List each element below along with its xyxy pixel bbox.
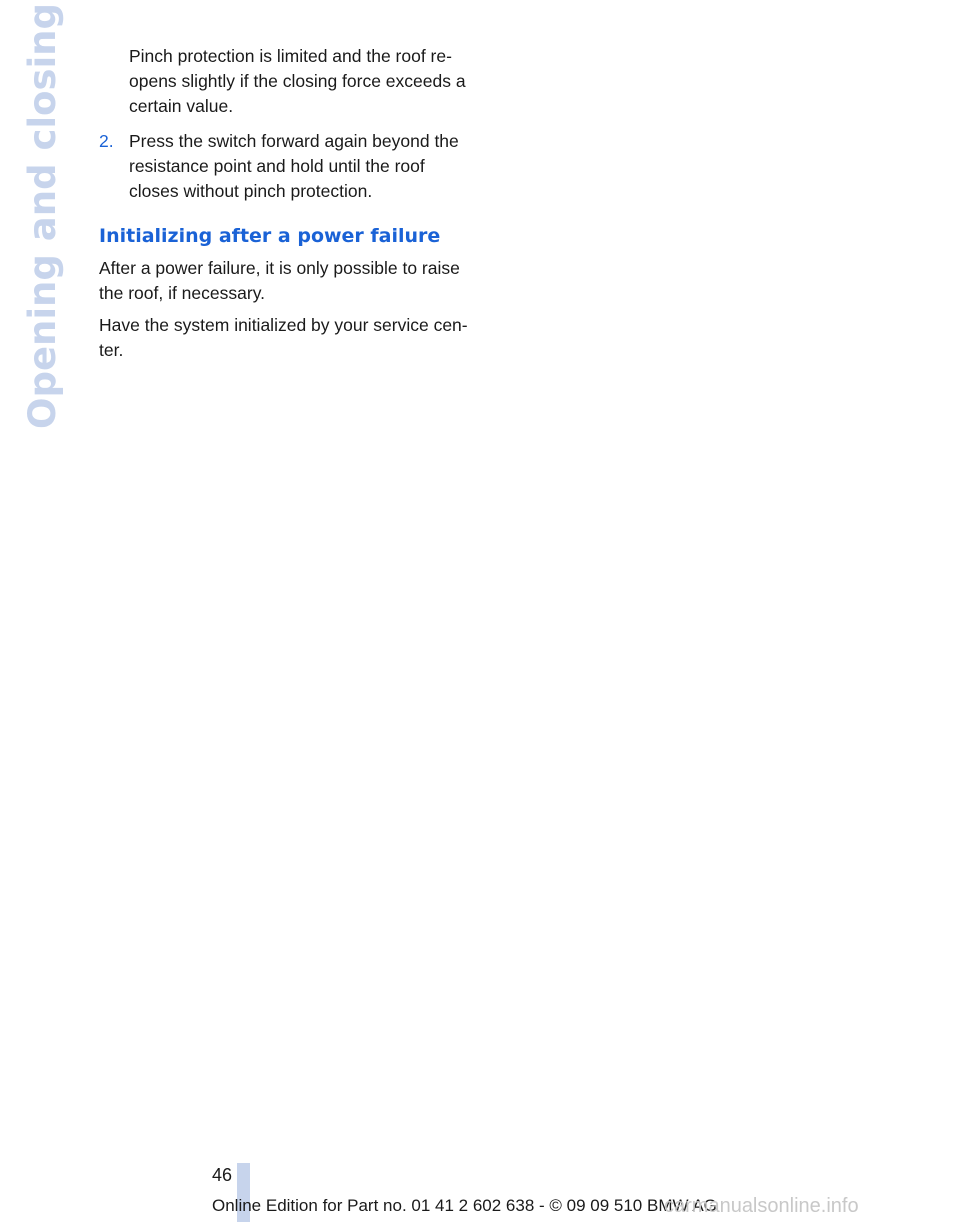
text-line: Have the system initialized by your service cen- bbox=[99, 315, 468, 335]
list-number: 2. bbox=[99, 131, 114, 151]
watermark: carmanualsonline.info bbox=[664, 1195, 859, 1217]
section-heading: Initializing after a power failure bbox=[99, 225, 441, 247]
text-line: Press the switch forward again beyond the bbox=[129, 131, 459, 151]
text-line: opens slightly if the closing force exceeds a bbox=[129, 71, 466, 91]
text-line: After a power failure, it is only possible to raise bbox=[99, 258, 460, 278]
paragraph-power-failure bbox=[99, 256, 479, 306]
main-content bbox=[99, 44, 479, 363]
text-line: resistance point and hold until the roof bbox=[129, 156, 425, 176]
text-line: ter. bbox=[99, 340, 124, 360]
intro-paragraph bbox=[99, 44, 479, 119]
list-item-step-2 bbox=[99, 129, 479, 204]
paragraph-service-center bbox=[99, 313, 479, 363]
text-line: certain value. bbox=[129, 96, 234, 116]
page-number: 46 bbox=[212, 1165, 233, 1185]
text-line: the roof, if necessary. bbox=[99, 283, 266, 303]
text-line: closes without pinch protection. bbox=[129, 181, 373, 201]
section-title-vertical: Opening and closing bbox=[21, 2, 64, 429]
text-line: Pinch protection is limited and the roof re- bbox=[129, 46, 452, 66]
edition-footer: Online Edition for Part no. 01 41 2 602 638 - © 09 09 510 BMW AG bbox=[212, 1196, 717, 1215]
